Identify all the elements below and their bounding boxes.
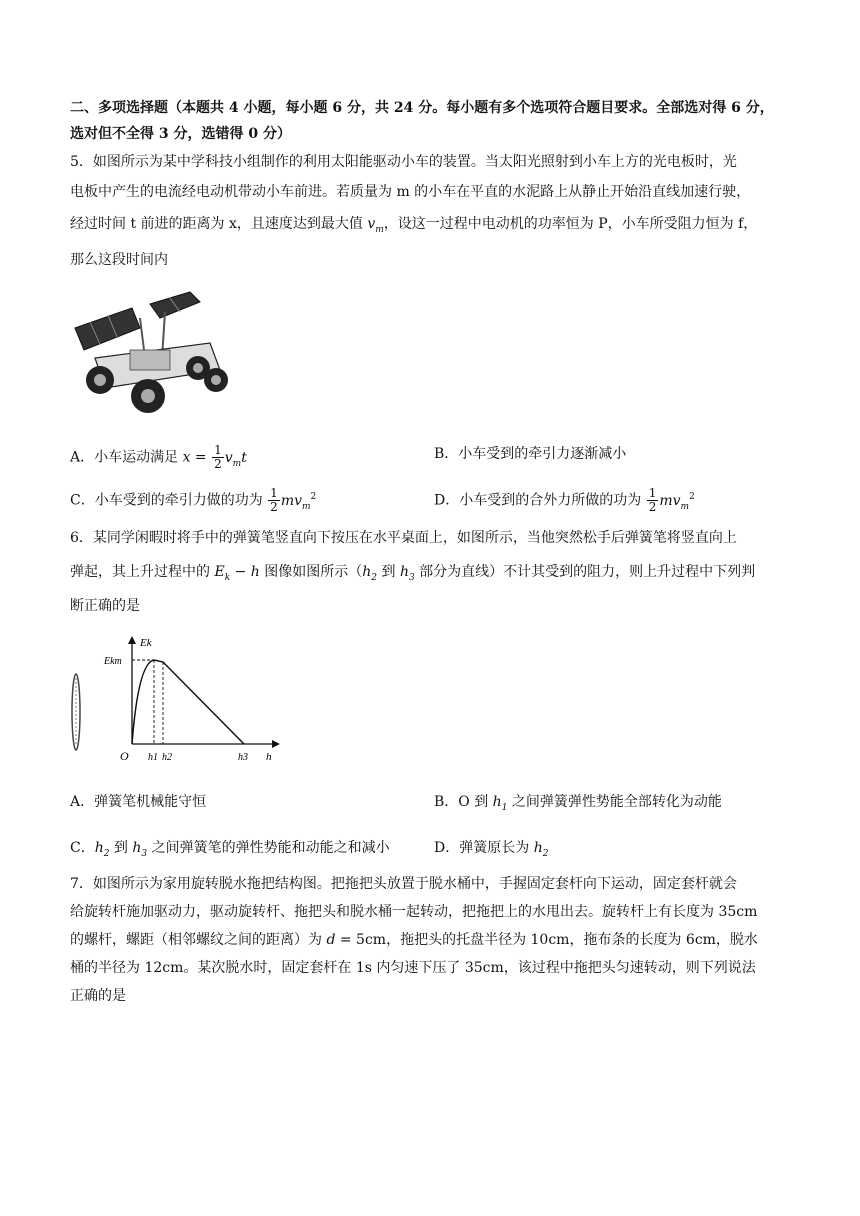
graph-tick-h2: h2 <box>162 752 172 763</box>
graph-x-axis-label: h <box>266 751 272 763</box>
q5-line3-b: ，设这一过程中电动机的功率恒为 P，小车所受阻力恒为 f， <box>383 216 758 232</box>
q7-line3: 的螺杆，螺距（相邻螺纹之间的距离）为 d = 5cm，拖把头的托盘半径为 10cm，拖布条的长度为 6cm，脱水 <box>70 932 758 948</box>
section-title-line1: 二、多项选择题（本题共 4 小题，每小题 6 分，共 24 分。每小题有多个选项符合题目要求。全部选对得 6 分， <box>70 100 774 116</box>
q6-line2: 弹起，其上升过程中的 $E_k - h$ 图像如图所示（$h_2$ 到 $h_3$ 部分为直线）不计其受到的阻力，则上升过程中下列判 <box>70 564 756 583</box>
q6-option-b-b: 之间弹簧弹性势能全部转化为动能 <box>507 794 722 810</box>
q7-line3-a: 的螺杆，螺距（相邻螺纹之间的距离）为 <box>70 932 327 948</box>
q6-ek-h-symbol: $E_k - h$ <box>214 564 260 583</box>
q7-line5: 正确的是 <box>70 988 126 1004</box>
graph-ekm-label: Ekm <box>104 656 122 667</box>
q6-line3: 断正确的是 <box>70 598 140 614</box>
q5-line1: 5．如图所示为某中学科技小组制作的利用太阳能驱动小车的装置。当太阳光照射到小车上方的光电板时，光 <box>70 154 737 170</box>
q6-option-a[interactable]: A．弹簧笔机械能守恒 <box>70 794 207 810</box>
q7-line1: 7．如图所示为家用旋转脱水拖把结构图。把拖把头放置于脱水桶中，手握固定套杆向下运动，固定套杆就会 <box>70 876 737 892</box>
q5-option-d-label: D．小车受到的合外力所做的功为 <box>434 492 646 509</box>
graph-tick-h3: h3 <box>238 752 248 763</box>
q6-line2-d: 部分为直线）不计其受到的阻力，则上升过程中下列判 <box>414 564 756 580</box>
q6-option-c[interactable]: C．$h_2$ 到 $h_3$ 之间弹簧笔的弹性势能和动能之和减小 <box>70 840 390 859</box>
section-title-line2: 选对但不全得 3 分，选错得 0 分） <box>70 126 291 142</box>
q6-option-d[interactable]: D．弹簧原长为 $h_2$ <box>434 840 549 859</box>
q5-option-d[interactable]: D．小车受到的合外力所做的功为 $\frac{1}{2}$ $mv_m^2$ <box>434 486 695 515</box>
q7-line2: 给旋转杆施加驱动力，驱动旋转杆、拖把头和脱水桶一起转动，把拖把上的水甩出去。旋转杆上有长度为 35cm <box>70 904 758 920</box>
q6-option-b-a: B．O 到 <box>434 794 493 810</box>
q6-option-d-a: D．弹簧原长为 <box>434 840 534 856</box>
q5-option-a-label: A．小车运动满足 <box>70 449 183 466</box>
q6-line2-b: 图像如图所示（ <box>259 564 363 580</box>
q5-line4: 那么这段时间内 <box>70 252 168 268</box>
q5-line2: 电板中产生的电流经电动机带动小车前进。若质量为 m 的小车在平直的水泥路上从静止开始沿直线加速行驶， <box>70 184 751 200</box>
graph-origin-label: O <box>120 749 129 763</box>
q6-line2-a: 弹起，其上升过程中的 <box>70 564 215 580</box>
q6-line1: 6．某同学闲暇时将手中的弹簧笔竖直向下按压在水平桌面上，如图所示，当他突然松手后弹簧笔将竖直向上 <box>70 530 737 546</box>
spring-pen-graph-figure <box>68 632 288 772</box>
q6-option-c-b: 到 <box>109 840 133 856</box>
solar-car-figure <box>70 288 230 416</box>
q5-vm-symbol: $v_m$ <box>367 216 384 235</box>
q5-line3-a: 经过时间 t 前进的距离为 x，且速度达到最大值 <box>70 216 368 232</box>
q5-option-a[interactable]: A．小车运动满足 x = $\frac{1}{2}$ $v_mt$ <box>70 443 247 471</box>
q6-line2-c: 到 <box>377 564 400 580</box>
q6-option-c-c: 之间弹簧笔的弹性势能和动能之和减小 <box>147 840 390 856</box>
q5-line3 <box>70 214 757 240</box>
graph-y-axis-label: Ek <box>140 637 152 649</box>
q7-line4: 桶的半径为 12cm。某次脱水时，固定套杆在 1s 内匀速下压了 35cm，该过程中拖把头匀速转动，则下列说法 <box>70 960 756 976</box>
q6-option-c-a: C． <box>70 840 95 856</box>
q7-line3-b: ，拖把头的托盘半径为 10cm，拖布条的长度为 6cm，脱水 <box>386 932 758 948</box>
graph-tick-h1: h1 <box>148 752 158 763</box>
q6-option-b[interactable]: B．O 到 $h_1$ 之间弹簧弹性势能全部转化为动能 <box>434 794 722 813</box>
q5-option-b[interactable]: B．小车受到的牵引力逐渐减小 <box>434 446 627 462</box>
q5-option-c[interactable]: C．小车受到的牵引力做的功为 $\frac{1}{2}$ $mv_m^2$ <box>70 486 317 515</box>
q5-option-c-label: C．小车受到的牵引力做的功为 <box>70 492 268 509</box>
